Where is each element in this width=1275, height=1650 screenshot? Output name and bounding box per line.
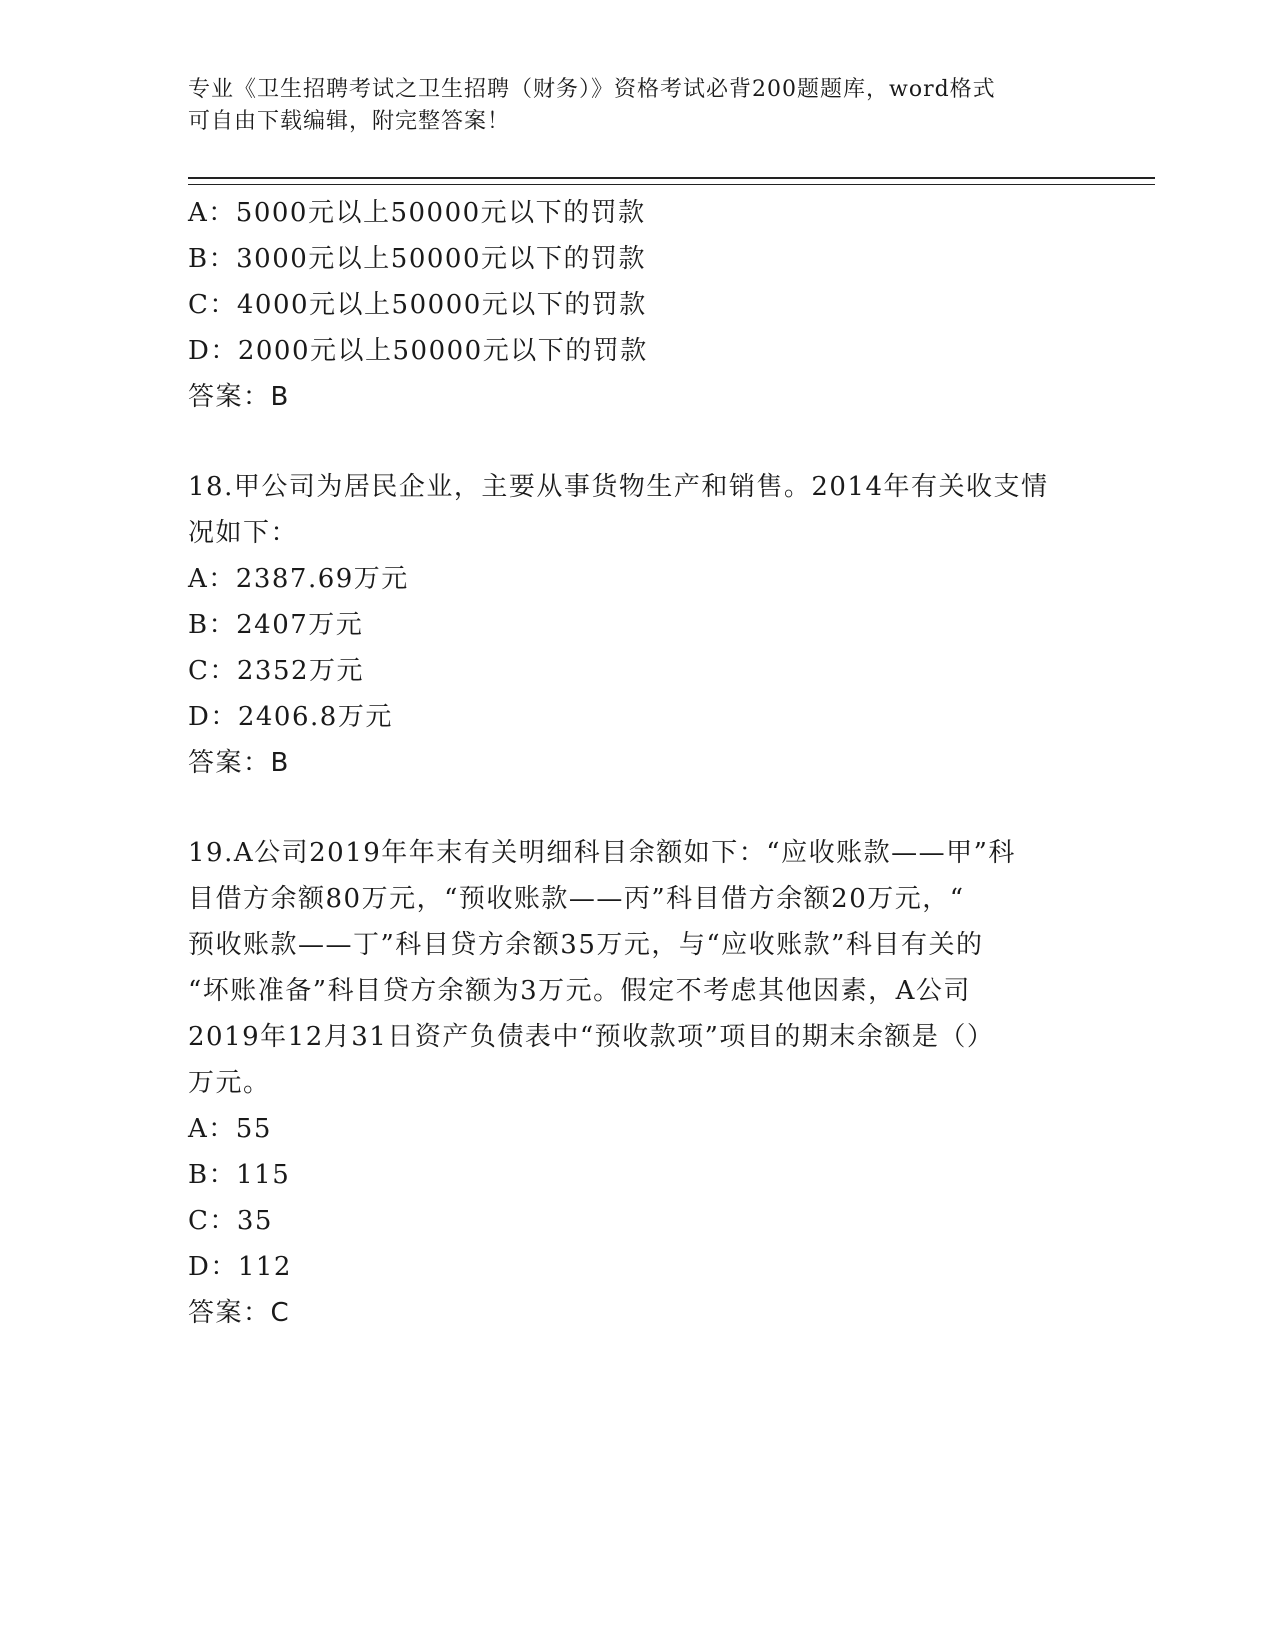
q18-option-b: B：2407万元	[188, 610, 364, 640]
q18-answer: 答案：B	[188, 748, 290, 778]
q19-option-a: A：55	[188, 1114, 272, 1144]
q19-stem-line-1: 19.A公司2019年年末有关明细科目余额如下：“应收账款——甲”科	[188, 838, 1016, 868]
q18-option-c: C：2352万元	[188, 656, 365, 686]
document-header	[188, 74, 1068, 138]
q19-stem-line-2: 目借方余额80万元，“预收账款——丙”科目借方余额20万元，“	[188, 884, 965, 914]
q18-option-d: D：2406.8万元	[188, 702, 393, 732]
q17-option-c: C：4000元以上50000元以下的罚款	[188, 290, 647, 320]
q19-option-c: C：35	[188, 1206, 273, 1236]
question-17-block	[188, 190, 1088, 420]
q17-option-a: A：5000元以上50000元以下的罚款	[188, 198, 646, 228]
question-content	[188, 190, 1088, 1336]
question-18-block	[188, 464, 1088, 786]
q19-stem-line-3: 预收账款——丁”科目贷方余额35万元，与“应收账款”科目有关的	[188, 930, 984, 960]
q19-option-d: D：112	[188, 1252, 292, 1282]
q18-stem-line-1: 18.甲公司为居民企业，主要从事货物生产和销售。2014年有关收支情	[188, 472, 1049, 502]
header-divider	[188, 177, 1155, 185]
q19-option-b: B：115	[188, 1160, 291, 1190]
q18-option-a: A：2387.69万元	[188, 564, 409, 594]
q19-answer: 答案：C	[188, 1298, 291, 1328]
header-line-1: 专业《卫生招聘考试之卫生招聘（财务）》资格考试必背200题题库，word格式	[188, 77, 996, 102]
header-line-2: 可自由下载编辑，附完整答案！	[188, 109, 511, 134]
q17-answer: 答案：B	[188, 382, 290, 412]
q18-stem-line-2: 况如下：	[188, 518, 299, 548]
q19-stem-line-6: 万元。	[188, 1068, 271, 1098]
q17-option-b: B：3000元以上50000元以下的罚款	[188, 244, 646, 274]
q19-stem-line-5: 2019年12月31日资产负债表中“预收款项”项目的期末余额是（）	[188, 1022, 995, 1052]
question-19-block	[188, 830, 1088, 1336]
q17-option-d: D：2000元以上50000元以下的罚款	[188, 336, 648, 366]
q19-stem-line-4: “坏账准备”科目贷方余额为3万元。假定不考虑其他因素，A公司	[188, 976, 971, 1006]
